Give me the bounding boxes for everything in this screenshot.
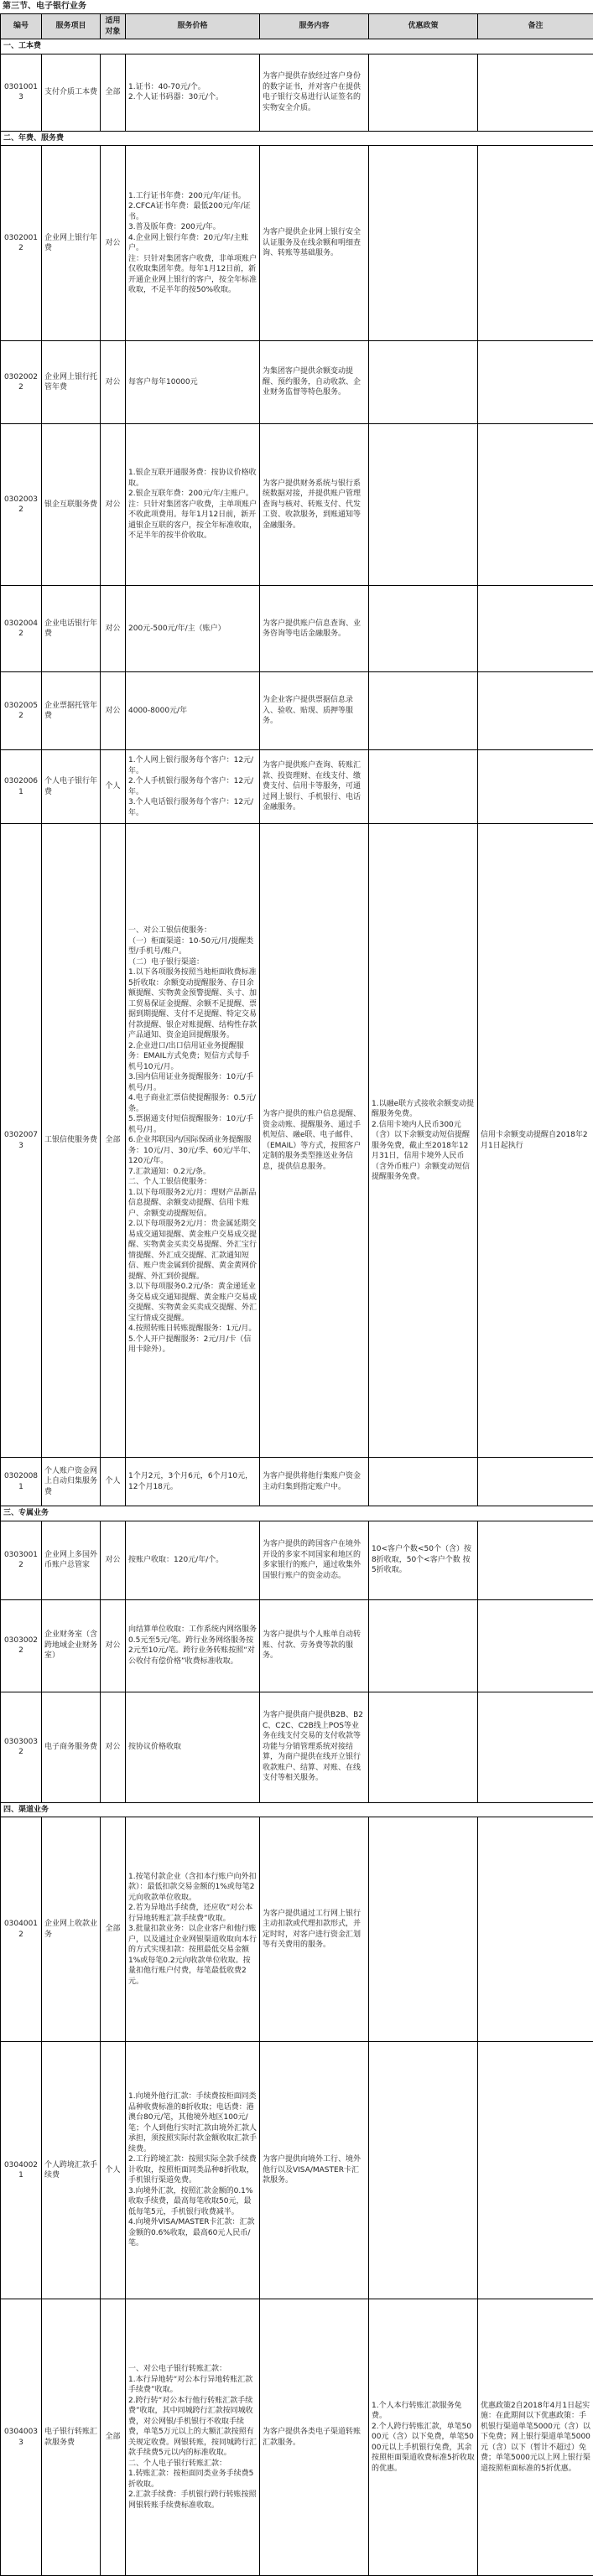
row-discount bbox=[369, 341, 478, 424]
table-row bbox=[1, 2042, 593, 2299]
header-price: 服务价格 bbox=[126, 14, 260, 39]
row-name: 企业电话银行年费 bbox=[42, 586, 101, 672]
row-name: 支付介质工本费 bbox=[42, 54, 101, 131]
row-name: 企业财务室（含跨地域企业财务室） bbox=[42, 1599, 101, 1692]
row-name: 电子银行转账汇款服务费 bbox=[42, 2299, 101, 2576]
row-content: 为客户提供将他行集账户资金主动归集到指定账户中。 bbox=[260, 1458, 369, 1506]
section-title: 第三节、电子银行业务 bbox=[0, 0, 593, 13]
row-target: 对公 bbox=[101, 146, 126, 341]
row-code: 03040021 bbox=[1, 2042, 42, 2299]
row-target: 个人 bbox=[101, 2042, 126, 2299]
table-row bbox=[1, 824, 593, 1458]
row-discount bbox=[369, 586, 478, 672]
table-row bbox=[1, 1458, 593, 1506]
table-row bbox=[1, 424, 593, 586]
row-discount bbox=[369, 54, 478, 131]
row-price: 每客户每年10000元 bbox=[126, 341, 260, 424]
header-discount: 优惠政策 bbox=[369, 14, 478, 39]
row-price: 按账户收取：120元/年/个。 bbox=[126, 1521, 260, 1599]
row-code: 03020022 bbox=[1, 341, 42, 424]
group-title: 二、年费、服务费 bbox=[1, 131, 593, 146]
row-target: 全部 bbox=[101, 2299, 126, 2576]
row-discount bbox=[369, 1458, 478, 1506]
header-row bbox=[1, 14, 593, 39]
row-price: 一、对公工银信使服务： （一）柜面渠道：10-50元/月/提醒类型/手机号/账户。 （二）电子银行渠道： 1.以下各项服务按照当地柜面收费标准5折收取：余额变动提醒服务、存日余额提醒、实物黄金预警提醒、头寸、加工贸易保证金提醒、余额不足提醒、票据到期提醒、支付不足提醒、特定交易付款提醒、银企对账提醒、结构性存款产品通知、资金追回提醒服务。 2.企业进口/出口信用证业务提醒服务：EMAIL方式免费；短信方式每手机号10元/月。 3.国内信用证业务提醒服务：10元/手机号/月。 4.电子商业汇票信使提醒服务：0.5元/条。 5.票据通支付短信提醒服务：10元/手机号/月。 6.企业邦联国内/国际保函业务提醒服务：10元/月、30元/季、60元/半年、120元/年。 7.汇款通知：0.2元/条。 二、个人工银信使服务： 1.以下每项服务2元/月：理财产品新品信息提醒、余额变动提醒、信用卡账户、余额变动提醒短信。 2.以下每项服务2元/月：贵金属延期交易成交通知提醒、黄金账户交易成交提醒、实物黄金买卖交易提醒、外汇宝行情提醒、外汇成交提醒、汇款通知短信、账户贵金属到价提醒、黄金黄网价提醒、外汇到价提醒。 3.以下每项服务0.2元/条：黄金递延业务交易成交通知提醒、黄金账户交易成交提醒、实物黄金买卖成交提醒、外汇宝行情成交提醒。 4.按照转账日转账提醒服务：1元/月。 5.个人开户提醒服务：2元/月/卡（信用卡除外）。 bbox=[126, 824, 260, 1458]
header-content: 服务内容 bbox=[260, 14, 369, 39]
row-price: 1个月2元，3个月6元，6个月10元，12个月18元。 bbox=[126, 1458, 260, 1506]
row-name: 企业网上收款业务 bbox=[42, 1817, 101, 2042]
group-title: 一、工本费 bbox=[1, 39, 593, 54]
header-target: 适用对象 bbox=[101, 14, 126, 39]
row-price: 1.工行证书年费：200元/年/证书。 2.CFCA证书年费：最低200元/年/证书。 3.普及版年费：200元/年。 4.企业网上银行年费：20元/年/主账户。 注：只针对集团客户收费，非单项账户仅收取集团年费。每年1月12日前，新开通企业网上银行的客户，按全年标准收取，不足半年的按50%收取。 bbox=[126, 146, 260, 341]
row-note: 优惠政策2自2018年4月1日起实施：在此期间以下优惠政策：手机银行渠道单笔5000元（含）以下免费；网上银行渠道单笔5000元（含）以下（暂计不超过）免费；单笔5000元以上网上银行渠道按照柜面标准的5折优惠。 bbox=[478, 2299, 593, 2576]
row-code: 03020052 bbox=[1, 672, 42, 750]
row-discount bbox=[369, 1599, 478, 1692]
row-note bbox=[478, 424, 593, 586]
header-name: 服务项目 bbox=[42, 14, 101, 39]
row-discount bbox=[369, 1692, 478, 1802]
group-title-row bbox=[1, 131, 593, 146]
table-row bbox=[1, 1521, 593, 1599]
row-note bbox=[478, 1817, 593, 2042]
table-row bbox=[1, 2299, 593, 2576]
row-name: 工银信使服务费 bbox=[42, 824, 101, 1458]
row-name: 个人跨境汇款手续费 bbox=[42, 2042, 101, 2299]
row-note bbox=[478, 1599, 593, 1692]
row-target: 个人 bbox=[101, 750, 126, 824]
row-note bbox=[478, 2042, 593, 2299]
row-price: 一、对公电子银行转账汇款： 1.本行异地转“对公本行异地转账汇款手续费”收取。 2.跨行转“对公本行他行转账汇款手续费”收取，其中同城跨行汇款按同城收费，对公网银/手机银行不收取手续费，单笔5万元以上的大额汇款按照有关规定收费。网银转账，按同城跨行汇款手续费5元以内的标准收取。 二、个人电子银行转账汇款： 1.转账汇款：按柜面同类业务手续费5折收取。 2.汇款手续费：手机银行跨行转账按照网银转账手续费标准收取。 bbox=[126, 2299, 260, 2576]
row-discount bbox=[369, 146, 478, 341]
group-title-row bbox=[1, 1802, 593, 1817]
group-title: 三、专属业务 bbox=[1, 1506, 593, 1521]
row-note bbox=[478, 750, 593, 824]
row-code: 03020042 bbox=[1, 586, 42, 672]
row-code: 03010013 bbox=[1, 54, 42, 131]
row-discount bbox=[369, 750, 478, 824]
row-code: 03030032 bbox=[1, 1692, 42, 1802]
row-name: 个人电子银行年费 bbox=[42, 750, 101, 824]
table-row bbox=[1, 1692, 593, 1802]
row-price: 1.个人网上银行服务每个客户：12元/年。 2.个人手机银行服务每个客户：12元/年。 3.个人电话银行服务每个客户：12元/年。 bbox=[126, 750, 260, 824]
row-name: 企业网上多国外币账户总管家 bbox=[42, 1521, 101, 1599]
row-code: 03020032 bbox=[1, 424, 42, 586]
row-code: 03020012 bbox=[1, 146, 42, 341]
row-target: 全部 bbox=[101, 54, 126, 131]
row-note bbox=[478, 1458, 593, 1506]
row-name: 银企互联服务费 bbox=[42, 424, 101, 586]
row-price: 1.按笔付款企业（含扣本行账户向外扣款）：最低扣款交易金额的1%或每笔2元向收款单位收取。 2.若为异地出手续费，还应收“对公本行异地转账汇款手续费”收取。 3.批量扣款业务：以企业客户和他行账户，以及通过企业网银渠道收取向本行的方式实现扣款：按照最低交易金额1%或每笔0.2元向收款单位收取。按量扣他行账户付费，每笔最低收费2元。 bbox=[126, 1817, 260, 2042]
row-target: 全部 bbox=[101, 824, 126, 1458]
row-content: 为客户提供商户提供B2B、B2C、C2C、C2B线上POS等业务在线支付交易的支付收款等功能与分销管理系统对接结算，为商户提供在线开立银行收款账户、结算、对账、在线支付等相关服务。 bbox=[260, 1692, 369, 1802]
table-row bbox=[1, 1817, 593, 2042]
row-name: 个人账户资金网上自动归集服务费 bbox=[42, 1458, 101, 1506]
row-price: 向结算单位收取：工作系统内网络服务0.5元至5元/笔。跨行业务网络服务按2元至10元/笔。跨行业务转账按照“对公收付有偿价格”收费标准收取。 bbox=[126, 1599, 260, 1692]
row-target: 对公 bbox=[101, 341, 126, 424]
row-note bbox=[478, 672, 593, 750]
row-code: 03020073 bbox=[1, 824, 42, 1458]
row-note bbox=[478, 1521, 593, 1599]
table-row bbox=[1, 1599, 593, 1692]
row-note bbox=[478, 586, 593, 672]
group-title: 四、渠道业务 bbox=[1, 1802, 593, 1817]
table-row bbox=[1, 586, 593, 672]
row-content: 为客户提供账户查询、转账汇款、投资理财、在线支付、缴费支付、信用卡等服务，可通过网上银行、手机银行、电话金融服务。 bbox=[260, 750, 369, 824]
row-target: 对公 bbox=[101, 1692, 126, 1802]
row-target: 对公 bbox=[101, 1521, 126, 1599]
row-content: 为客户提供存放经过客户身份的数字证书，并对客户在提供电子银行交易进行认证签名的实物安全介质。 bbox=[260, 54, 369, 131]
row-code: 03030012 bbox=[1, 1521, 42, 1599]
row-name: 企业网上银行托管年费 bbox=[42, 341, 101, 424]
group-title-row bbox=[1, 39, 593, 54]
row-discount bbox=[369, 2042, 478, 2299]
row-note bbox=[478, 54, 593, 131]
row-discount bbox=[369, 1817, 478, 2042]
row-code: 03040033 bbox=[1, 2299, 42, 2576]
row-code: 03040012 bbox=[1, 1817, 42, 2042]
header-code: 编号 bbox=[1, 14, 42, 39]
row-content: 为客户提供向境外工行、境外他行以及VISA/MASTER卡汇款服务。 bbox=[260, 2042, 369, 2299]
row-target: 对公 bbox=[101, 424, 126, 586]
table-row bbox=[1, 54, 593, 131]
row-name: 企业票据托管年费 bbox=[42, 672, 101, 750]
row-content: 为客户提供通过工行网上银行主动扣款或代理扣款形式，并定时时，对客户进行资金汇划等有关费用的服务。 bbox=[260, 1817, 369, 2042]
row-content: 为客户提供的账户信息提醒、资金动账、提醒服务、通过手机短信、融e联、电子邮件、（EMAIL）等方式，按照客户定制的服务类型推送业务信息，提供信息服务。 bbox=[260, 824, 369, 1458]
group-title-row bbox=[1, 1506, 593, 1521]
table-row bbox=[1, 146, 593, 341]
row-discount: 10<客户个数<50个（含）按8折收取，50个<客户个数 按5折收取。 bbox=[369, 1521, 478, 1599]
row-content: 为企业客户提供票据信息录入、验收、贴现、质押等服务。 bbox=[260, 672, 369, 750]
row-code: 03020081 bbox=[1, 1458, 42, 1506]
row-content: 为客户提供与个人账单自动转账、付款、劳务费等款的服务。 bbox=[260, 1599, 369, 1692]
row-content: 为客户提供财务系统与银行系统数据对接，并提供账户管理查询与核对、转账支付、代发工资、收款服务，到账通知等金融服务。 bbox=[260, 424, 369, 586]
row-target: 个人 bbox=[101, 1458, 126, 1506]
row-price: 1.证书：40-70元/个。 2.个人证书码器：30元/个。 bbox=[126, 54, 260, 131]
row-name: 电子商务服务费 bbox=[42, 1692, 101, 1802]
row-target: 对公 bbox=[101, 1599, 126, 1692]
table-row bbox=[1, 341, 593, 424]
row-code: 03020061 bbox=[1, 750, 42, 824]
row-target: 对公 bbox=[101, 586, 126, 672]
row-note bbox=[478, 146, 593, 341]
row-discount bbox=[369, 424, 478, 586]
row-name: 企业网上银行年费 bbox=[42, 146, 101, 341]
row-note: 信用卡余额变动提醒自2018年2月1日起执行 bbox=[478, 824, 593, 1458]
row-note bbox=[478, 1692, 593, 1802]
row-price: 4000-8000元/年 bbox=[126, 672, 260, 750]
table-row bbox=[1, 672, 593, 750]
row-target: 对公 bbox=[101, 672, 126, 750]
row-content: 为客户提供企业网上银行安全认证服务及在线余额和明细查询、转账等基础服务。 bbox=[260, 146, 369, 341]
row-content: 为集团客户提供余额变动提醒、预约服务，自动收款、企业财务监督等特色服务。 bbox=[260, 341, 369, 424]
row-price: 200元-500元/年/主（账户） bbox=[126, 586, 260, 672]
row-target: 全部 bbox=[101, 1817, 126, 2042]
row-content: 为客户提供各类电子渠道转账汇款服务。 bbox=[260, 2299, 369, 2576]
row-price: 1.银企互联开通服务费：按协议价格收取。 2.银企互联年费：200元/年/主账户。 注：只针对集团客户收费，主单项账户不收此项费用。每年1月12日前，新开通银企互联的客户，按全年标准收取，不足半年的按半价收取。 bbox=[126, 424, 260, 586]
row-note bbox=[478, 341, 593, 424]
row-content: 为客户提供的跨国客户在境外开设的多家不同国家和地区的多家银行的账户，通过收集外国银行账户的资金动态。 bbox=[260, 1521, 369, 1599]
header-note: 备注 bbox=[478, 14, 593, 39]
row-discount bbox=[369, 672, 478, 750]
table-row bbox=[1, 750, 593, 824]
row-content: 为客户提供账户信息查询、业务咨询等电话金融服务。 bbox=[260, 586, 369, 672]
fee-table bbox=[0, 13, 593, 2576]
row-discount: 1.个人本行转账汇款服务免费。 2.个人跨行转账汇款，单笔5000元（含）以下免费，单笔5000元以上手机银行免费，其余按照柜面渠道收费标准5折收取的优惠。 bbox=[369, 2299, 478, 2576]
row-price: 按协议价格收取 bbox=[126, 1692, 260, 1802]
row-price: 1.向境外他行汇款：手续费按柜面同类品种收费标准的8折收取；电话费：港澳台80元/笔，其他境外地区100元/笔；个人到他行实时汇款由境外汇款人承担，须按照实际付款金额收取汇款手续费。 2.工行跨境汇款：按照实际全款手续费计收取，按照柜面同类品种8折收取，手机银行渠道免费。 3.向境外汇款，按照汇款金额的0.1%收取手续费，最高每笔收取50元，最低每笔5元，手机银行收费减半。 4.向境外VISA/MASTER卡汇款：汇款金额的0.6%收取，最高60元人民币/笔。 bbox=[126, 2042, 260, 2299]
row-discount: 1.以融e联方式接收余额变动提醒服务免费。 2.信用卡境内人民币300元（含）以下余额变动短信提醒服务免费，截止至2018年12月31日，信用卡境外人民币（含外币账户）余额变动短信提醒服务免费。 bbox=[369, 824, 478, 1458]
row-code: 03030022 bbox=[1, 1599, 42, 1692]
